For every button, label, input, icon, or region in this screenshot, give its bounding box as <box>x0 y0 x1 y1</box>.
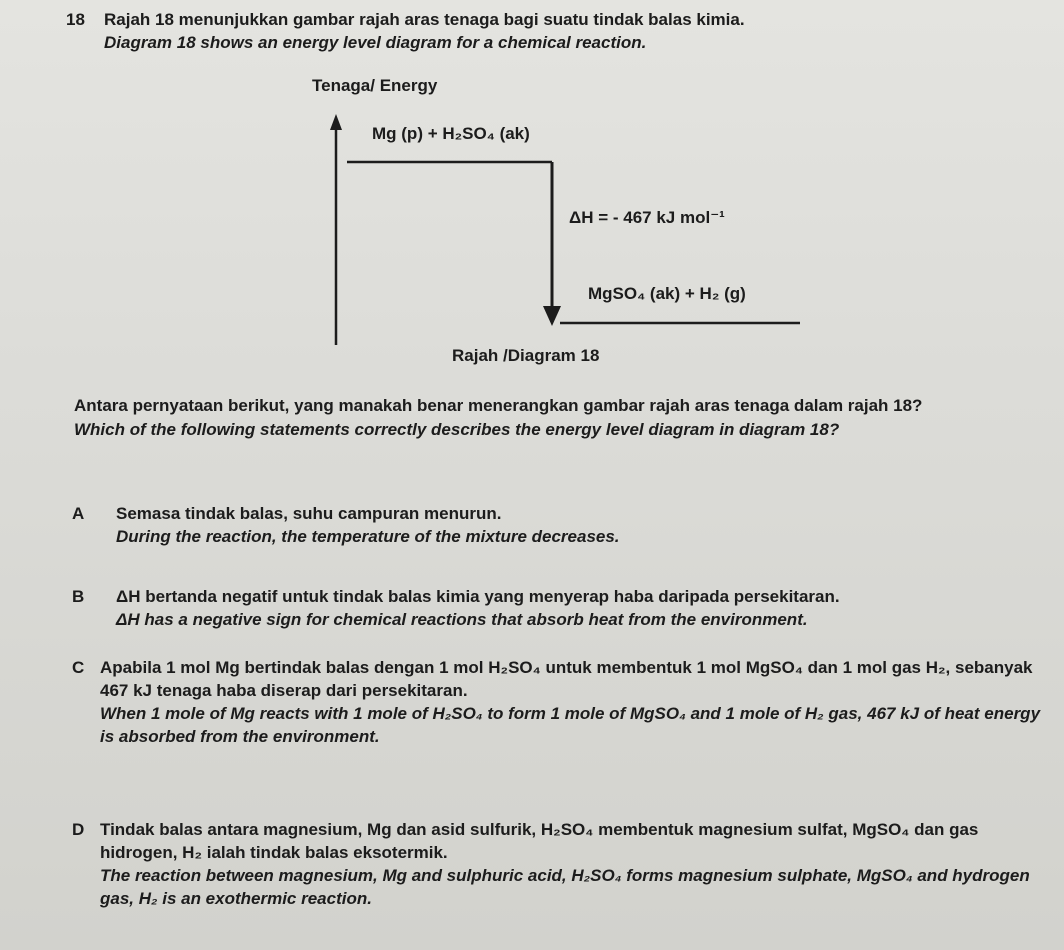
option-d-ms: Tindak balas antara magnesium, Mg dan asid sulfurik, H₂SO₄ membentuk magnesium sulfat, MgSO₄ dan gas hidrogen, H₂ ialah tindak balas eksotermik. <box>100 820 979 862</box>
option-c-ms: Apabila 1 mol Mg bertindak balas dengan 1 mol H₂SO₄ untuk membentuk 1 mol MgSO₄ dan 1 mol gas H₂, sebanyak 467 kJ tenaga haba diserap dari persekitaran. <box>100 658 1033 700</box>
option-a-ms: Semasa tindak balas, suhu campuran menurun. <box>116 504 502 523</box>
axis-arrowhead-icon <box>330 114 342 130</box>
option-a-en: During the reaction, the temperature of the mixture decreases. <box>116 527 620 546</box>
energy-axis-label: Tenaga/ Energy <box>312 76 438 95</box>
stem-ms: Antara pernyataan berikut, yang manakah benar menerangkan gambar rajah aras tenaga dalam rajah 18? <box>74 396 923 415</box>
reactants-label: Mg (p) + H₂SO₄ (ak) <box>372 124 530 143</box>
down-arrow-icon <box>543 306 561 326</box>
question-number: 18 <box>66 10 85 29</box>
question-title-ms: Rajah 18 menunjukkan gambar rajah aras tenaga bagi suatu tindak balas kimia. <box>104 10 745 29</box>
option-c-en: When 1 mole of Mg reacts with 1 mole of H₂SO₄ to form 1 mole of MgSO₄ and 1 mole of H₂ gas, 467 kJ of heat energy is absorbed from the environment. <box>100 704 1041 746</box>
option-letter: D <box>72 820 85 839</box>
option-letter: C <box>72 658 85 677</box>
option-d-en: The reaction between magnesium, Mg and sulphuric acid, H₂SO₄ forms magnesium sulphate, MgSO₄ and hydrogen gas, H₂ is an exothermic reaction. <box>100 866 1030 908</box>
energy-level-diagram <box>0 0 1064 380</box>
question-stem <box>74 395 1034 441</box>
diagram-caption: Rajah /Diagram 18 <box>452 346 600 365</box>
stem-en: Which of the following statements correctly describes the energy level diagram in diagram 18? <box>74 420 840 439</box>
option-letter: A <box>72 504 85 523</box>
energy-diagram-graphics <box>0 0 1064 380</box>
question-title-en: Diagram 18 shows an energy level diagram for a chemical reaction. <box>104 33 647 52</box>
delta-h-label: ΔH = - 467 kJ mol⁻¹ <box>569 208 725 227</box>
option-b-en: ΔH has a negative sign for chemical reactions that absorb heat from the environment. <box>116 610 808 629</box>
option-b-ms: ΔH bertanda negatif untuk tindak balas kimia yang menyerap haba daripada persekitaran. <box>116 587 840 606</box>
option-letter: B <box>72 587 85 606</box>
products-label: MgSO₄ (ak) + H₂ (g) <box>588 284 746 303</box>
